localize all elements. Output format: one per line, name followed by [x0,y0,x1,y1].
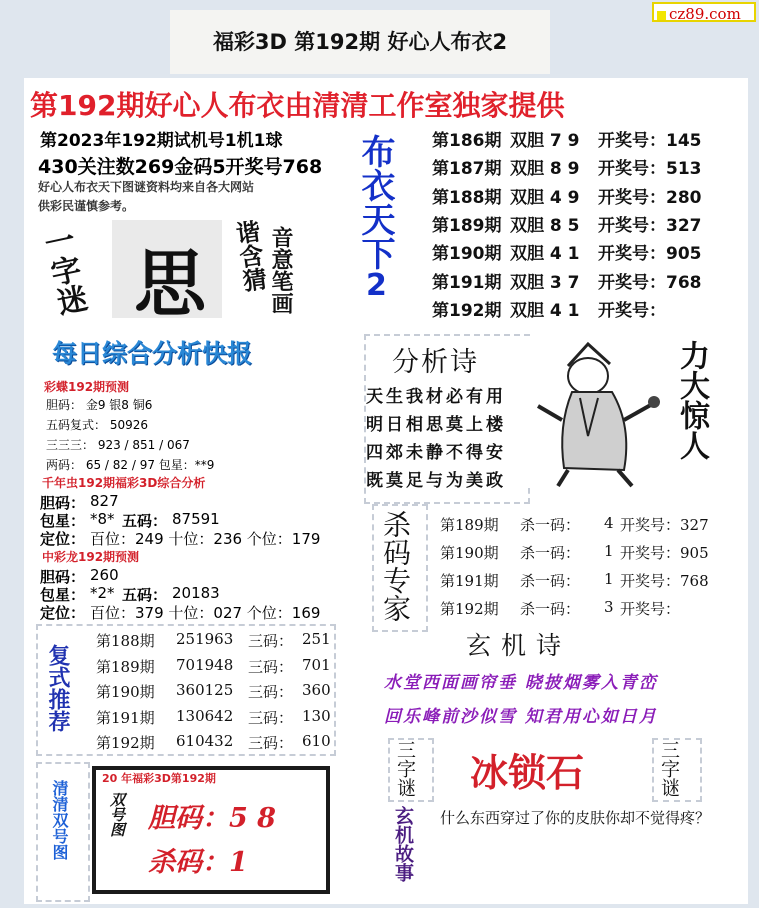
kill-label: 杀码专家 [379,510,412,622]
zhongcai-dan-label: 胆码： [40,568,86,586]
compound-three_label: 三码： [248,632,294,650]
kill-period: 第192期 [440,600,499,618]
riddle3-right: 三字谜 [658,740,680,797]
kill-num: 4 [604,514,614,532]
history-award: 开奖号：327 [598,215,702,236]
history-award: 开奖号：280 [598,187,702,208]
site-badge[interactable] [652,2,756,22]
poem-line: 四郊未静不得安 [366,443,506,463]
brand-vertical: 布衣天下 [355,134,395,270]
history-award: 开奖号： [598,300,666,321]
figure-illustration [528,336,670,488]
kill-period: 第190期 [440,544,499,562]
double-sha: 杀码：1 [148,847,248,878]
site-badge-text: cz89.com [669,5,741,23]
poem-line: 天生我材必有用 [366,387,506,407]
kill-award: 开奖号： [620,600,681,618]
kill-kill: 杀一码： [520,600,581,618]
kill-num: 1 [604,570,614,588]
qiannian-baoxing-label: 包星： [40,512,86,530]
riddle3-left: 三字谜 [394,740,416,797]
zhongcai-dan-value: 260 [90,566,119,584]
kill-period: 第191期 [440,572,499,590]
riddle3-answer: 冰锁石 [470,751,585,795]
zhongcai-dingwei-label: 定位： [40,604,86,622]
riddle-right-col2: 音意笔画 [268,226,293,314]
compound-code: 130642 [176,706,234,725]
kill-period: 第189期 [440,516,499,534]
double-label: 清清双号图 [50,780,69,860]
qiannian-wuma-value: 87591 [172,510,220,528]
zhongcai-wuma-value: 20183 [172,584,220,602]
zhongcai-baoxing-label: 包星： [40,586,86,604]
compound-period: 第190期 [96,683,155,701]
xuanji-line2: 回乐峰前沙似雪 知君用心如日月 [384,707,658,727]
compound-code: 610432 [176,732,234,750]
qiannian-dan-label: 胆码： [40,494,86,512]
kill-award: 开奖号：327 [620,516,709,534]
double-dan: 胆码：5 8 [148,803,276,834]
compound-label: 复式推荐 [45,644,71,732]
compound-three_label: 三码： [248,734,294,752]
zhongcai-dingwei-value: 百位：379 十位：027 个位：169 [90,604,321,622]
history-period: 第190期 [432,244,502,265]
kill-award: 开奖号：768 [620,572,709,590]
history-period: 第186期 [432,131,502,151]
kill-kill: 杀一码： [520,572,581,590]
riddle-center-char: 思 [134,241,207,326]
compound-code: 360125 [176,681,234,699]
compound-three: 360 [302,681,331,699]
compound-period: 第189期 [96,657,155,676]
qiannian-dingwei-value: 百位：249 十位：236 个位：179 [90,530,321,548]
trial-line1: 第2023年192期试机号1机1球 [40,131,283,151]
brand-number: 2 [366,268,387,303]
compound-three: 251 [302,630,331,648]
compound-period: 第191期 [96,708,155,727]
compound-three: 610 [302,732,331,750]
history-dan: 双胆 7 9 [510,131,580,151]
daily-title-frame [36,328,332,372]
history-award: 开奖号：145 [598,131,702,151]
riddle-right-col1: 谐含猜 [230,218,268,294]
caidie-dan: 胆码： 金9 银8 铜6 [46,398,153,412]
compound-three_label: 三码： [248,683,294,701]
qiannian-baoxing-value: *8* [90,510,115,528]
qiannian-title: 千年虫192期福彩3D综合分析 [42,476,206,490]
history-period: 第188期 [432,187,502,208]
poem-line: 明日相思莫上楼 [366,415,506,435]
compound-period: 第188期 [96,632,155,650]
riddle-left-vertical: 一字迷 [36,223,89,319]
history-award: 开奖号：905 [598,244,702,265]
kill-kill: 杀一码： [520,516,581,534]
history-dan: 双胆 4 1 [510,244,580,265]
double-side: 双号图 [108,792,126,837]
caidie-sansan: 三三三： 923 / 851 / 067 [46,438,190,452]
right-vertical: 力大惊人 [674,340,709,460]
kill-award: 开奖号：905 [620,544,709,562]
kill-kill: 杀一码： [520,544,581,562]
history-dan: 双胆 3 7 [510,272,580,293]
kill-num: 1 [604,542,614,560]
banner: 第192期好心人布衣由清清工作室独家提供 [30,89,565,122]
trial-note1: 好心人布衣天下图谜资料均来自各大网站 [38,180,255,194]
riddle3-story: 玄机故事 [392,806,414,882]
history-dan: 双胆 4 9 [510,187,580,208]
history-period: 第191期 [432,272,502,293]
compound-three: 701 [302,655,331,674]
trial-note2: 供彩民谨慎参考。 [38,199,135,213]
qiannian-wuma-label: 五码： [122,512,168,530]
history-period: 第189期 [432,215,502,236]
history-dan: 双胆 8 9 [510,159,580,180]
riddle3-question: 什么东西穿过了你的皮肤你却不觉得疼？ [440,809,711,827]
zhongcai-title: 中彩龙192期预测 [42,550,140,564]
poem-title: 分析诗 [392,347,479,378]
qiannian-dan-value: 827 [90,492,119,510]
caidie-liangma: 两码： 65 / 82 / 97 包星：**9 [46,458,215,472]
qiannian-dingwei-label: 定位： [40,530,86,548]
compound-three_label: 三码： [248,708,294,727]
kill-num: 3 [604,598,614,616]
history-award: 开奖号：513 [598,159,702,180]
compound-code: 251963 [176,630,234,648]
logo-square-icon [657,11,666,20]
compound-three_label: 三码： [248,657,294,676]
xuanji-title: 玄机诗 [466,631,572,660]
history-award: 开奖号：768 [598,272,702,293]
daily-title: 每日综合分析快报 [52,339,253,368]
compound-code: 701948 [176,655,234,674]
caidie-fushi: 五码复式： 50926 [46,418,148,432]
history-period: 第187期 [432,159,502,180]
compound-period: 第192期 [96,734,155,752]
history-period: 第192期 [432,300,502,321]
compound-three: 130 [302,706,331,725]
trial-line2: 430关注数269金码5开奖号768 [38,156,323,178]
caidie-title: 彩蝶192期预测 [44,380,130,394]
poem-line: 既莫足与为美政 [366,471,506,491]
zhongcai-baoxing-value: *2* [90,584,115,602]
double-header: 20 年福彩3D第192期 [102,772,216,785]
history-dan: 双胆 8 5 [510,215,580,236]
xuanji-line1: 水堂西面画帘垂 晓披烟雾入青峦 [384,673,658,693]
history-dan: 双胆 4 1 [510,300,580,321]
zhongcai-wuma-label: 五码： [122,586,168,604]
page-title: 福彩3D 第192期 好心人布衣2 [212,30,508,54]
